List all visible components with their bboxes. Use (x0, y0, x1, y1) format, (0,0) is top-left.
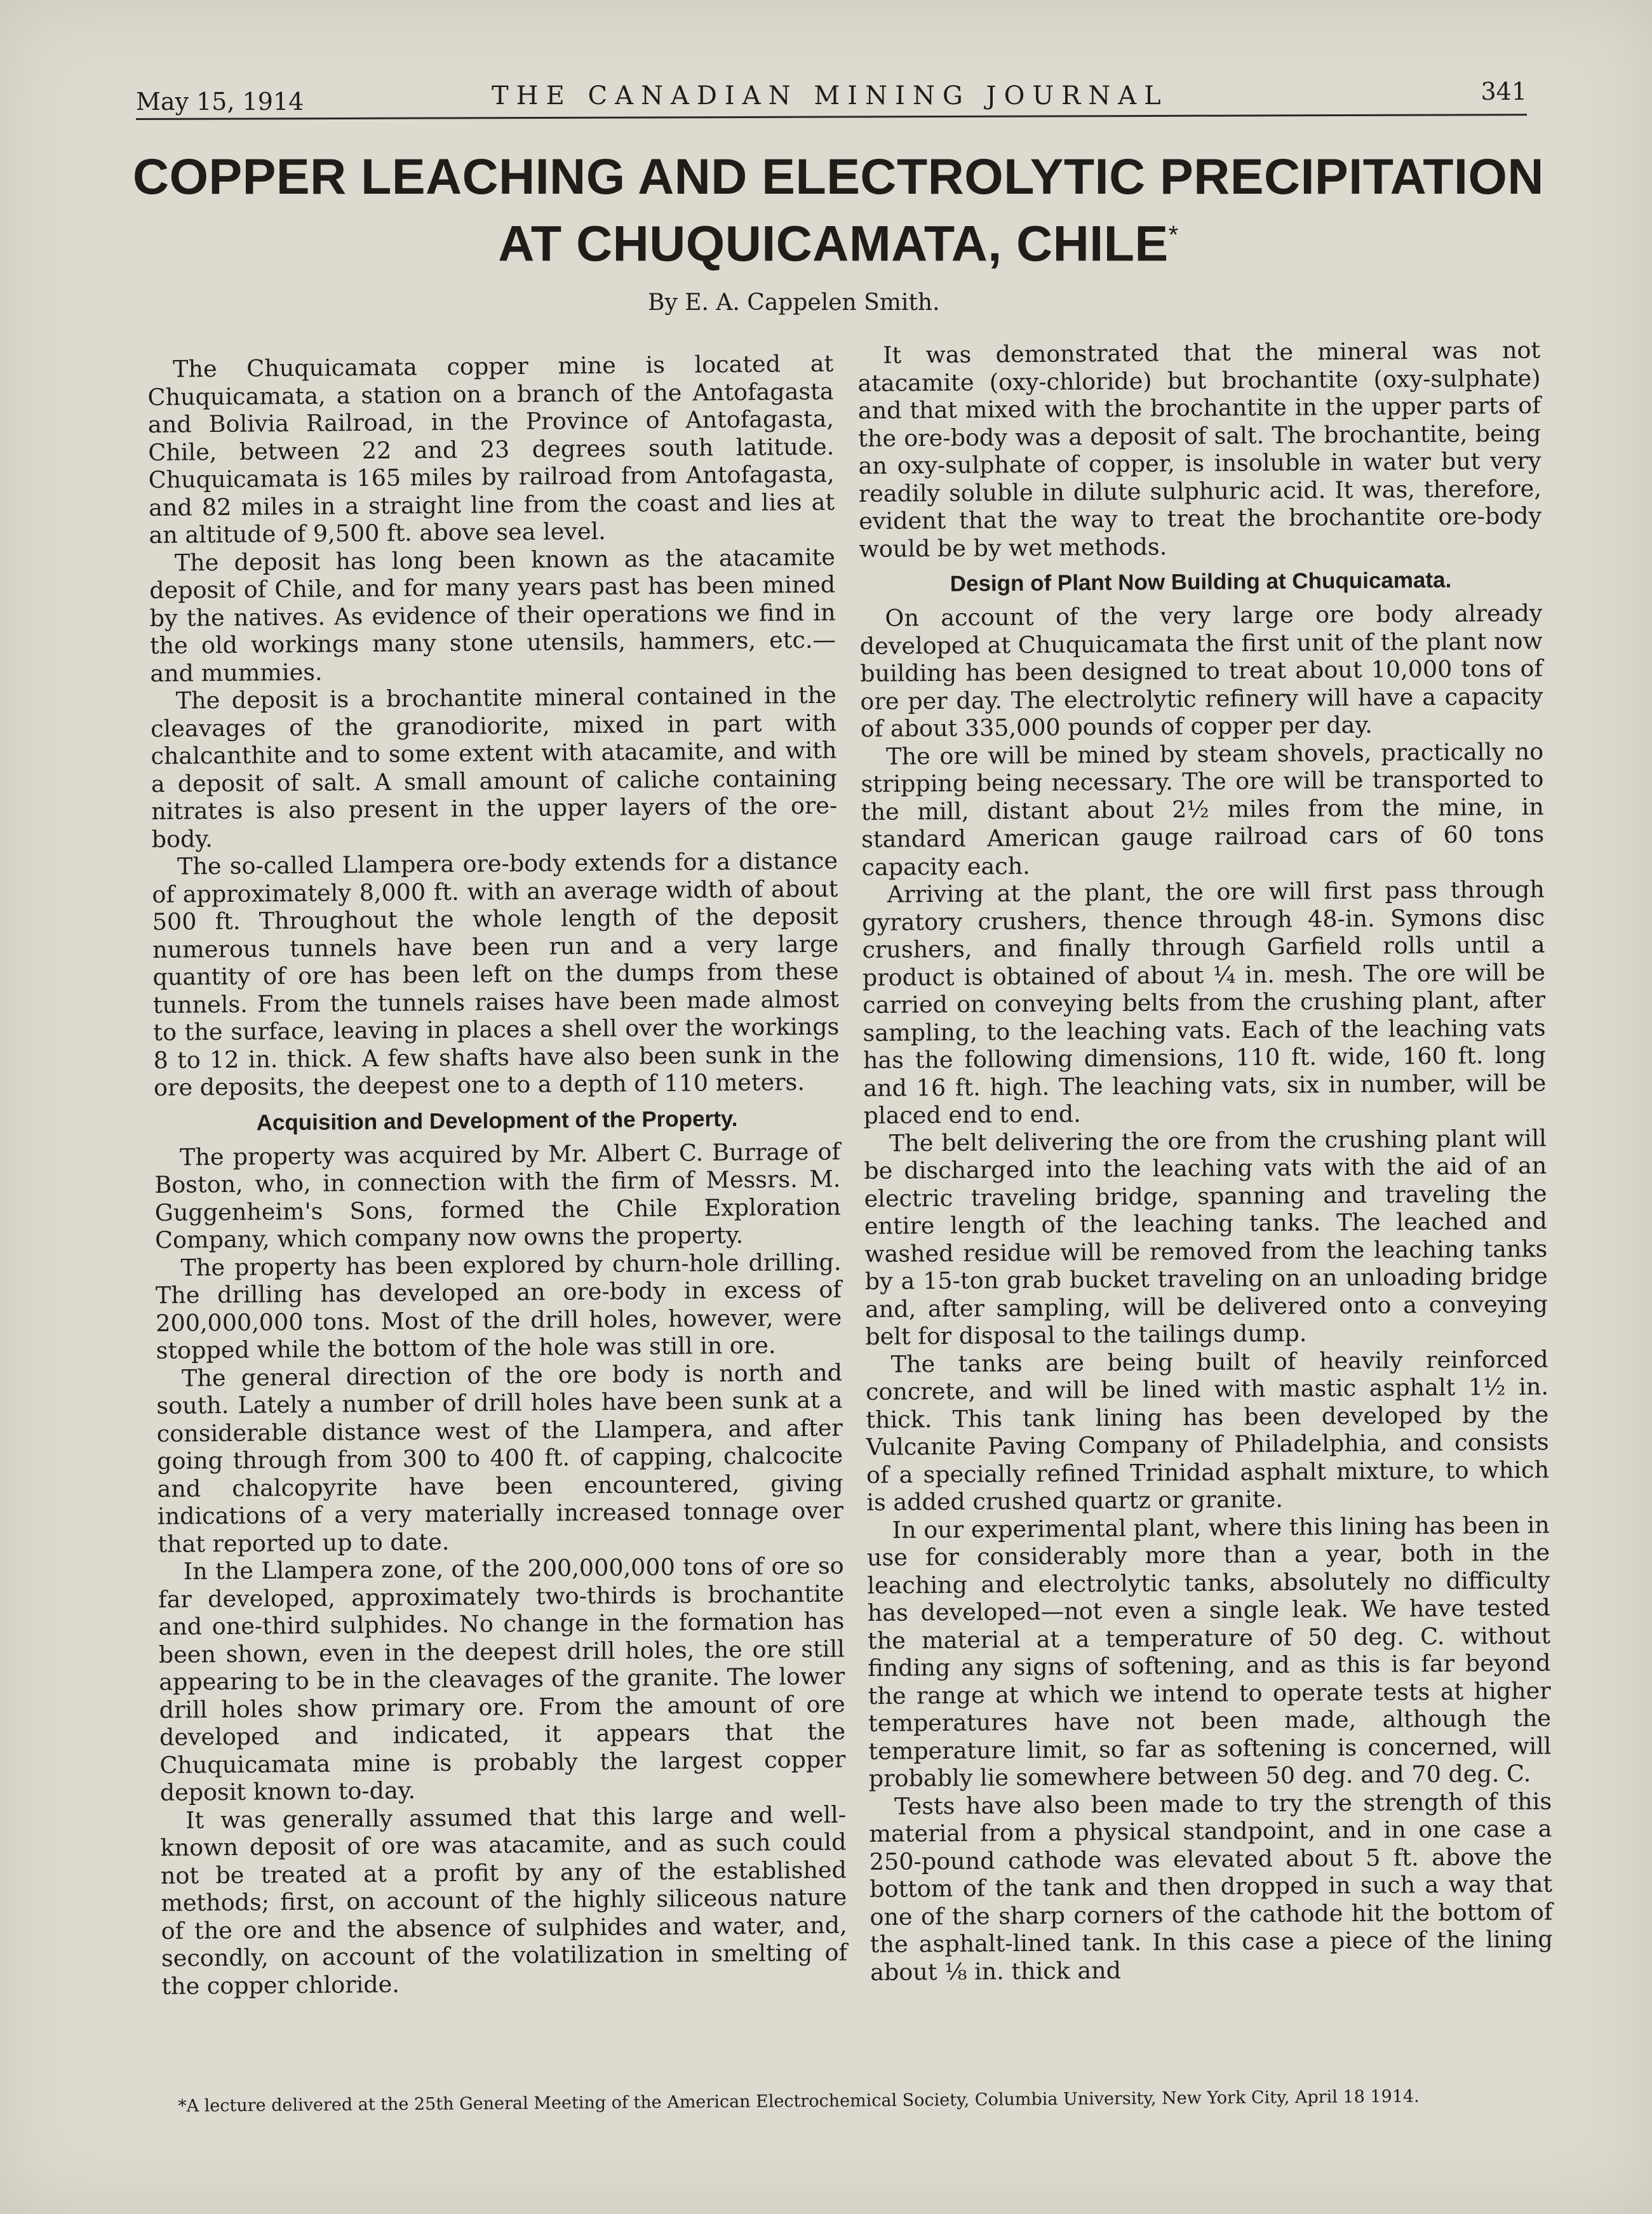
footnote (159, 2085, 1537, 2117)
paragraph: It was demonstrated that the mineral was not atacamite (oxy-chloride) but brochantite (oxy-sulphate) and that mixed with the brochantite in the upper parts of the ore-body was a deposit of salt. The brochantite, being an oxy-sulphate of copper, is insoluble in water but very readily soluble in dilute sulphuric acid. It was, therefore, evident that the way to treat the brochantite ore-body would be by wet methods. (857, 336, 1542, 563)
paragraph: The so-called Llampera ore-body extends for a distance of approximately 8,000 ft. with an average width of about 500 ft. Throughout the whole length of the deposit numerous tunnels have been run and a very large quantity of ore has been left on the dumps from these tunnels. From the tunnels raises have been made almost to the surface, leaving in places a shell over the workings 8 to 12 in. thick. A few shafts have also been sunk in the ore deposits, the deepest one to a depth of 110 meters. (152, 847, 840, 1101)
paragraph: The ore will be mined by steam shovels, practically no stripping being necessary. The ore will be transported to the mill, distant about 2½ miles from the mine, in standard American gauge railroad cars of 60 tons capacity each. (861, 737, 1545, 881)
paragraph: The Chuquicamata copper mine is located at Chuquicamata, a station on a branch of the Antofagasta and Bolivia Railroad, in the Province of Antofagasta, Chile, between 22 and 23 degrees south latitude. Chuquicamata is 165 miles by railroad from Antofagasta, and 82 miles in a straight line from the coast and lies at an altitude of 9,500 ft. above sea level. (147, 349, 835, 549)
left-column (147, 350, 848, 2000)
paragraph: The property has been explored by churn-hole drilling. The drilling has developed an ore-body in excess of 200,000,000 tons. Most of the drill holes, however, were stopped while the bottom of the hole was still in ore. (155, 1248, 842, 1364)
article-title-line-2-text: AT CHUQUICAMATA, CHILE (498, 215, 1169, 272)
paragraph: On account of the very large ore body already developed at Chuquicamata the first unit of the plant now building has been designed to treat about 10,000 tons of ore per day. The electrolytic refinery will have a capacity of about 335,000 pounds of copper per day. (859, 599, 1543, 742)
right-column (857, 337, 1553, 1986)
footnote-text: *A lecture delivered at the 25th General Meeting of the American Electrochemical Society, Columbia University, New York City, April 18 1914. (178, 2086, 1420, 2116)
paragraph: The general direction of the ore body is north and south. Lately a number of drill holes have been sunk at a considerable distance west of the Llampera, and after going through from 300 to 400 ft. of capping, chalcocite and chalcopyrite have been encountered, giving indications of a very materially increased tonnage over that reported up to date. (156, 1359, 844, 1558)
paragraph: The belt delivering the ore from the crushing plant will be discharged into the leaching vats with the aid of an electric traveling bridge, spanning and traveling the entire length of the leaching tanks. The leached and washed residue will be removed from the leaching tanks by a 15-ton grab bucket traveling on an unloading bridge and, after sampling, will be delivered onto a conveying belt for disposal to the tailings dump. (864, 1124, 1548, 1350)
article-title-line-2 (127, 206, 1550, 272)
article-title (127, 147, 1550, 272)
byline: By E. A. Cappelen Smith. (648, 290, 940, 316)
paragraph: The deposit has long been known as the atacamite deposit of Chile, and for many years past has been mined by the natives. As evidence of their operations we find in the old workings many stone utensils, hammers, etc.—and mummies. (149, 543, 836, 687)
issue-date: May 15, 1914 (136, 88, 304, 116)
page-number: 341 (1481, 77, 1527, 105)
paragraph: In our experimental plant, where this lining has been in use for considerably more than a year, both in the leaching and electrolytic tanks, absolutely no difficulty has developed—not even a single leak. We have tested the material at a temperature of 50 deg. C. without finding any signs of softening, and as this is far beyond the range at which we intend to operate tests at higher temperatures have not been made, although the temperature limit, so far as softening is concerned, will probably lie somewhere between 50 deg. and 70 deg. C. (866, 1511, 1552, 1792)
section-heading: Design of Plant Now Building at Chuquicamata. (950, 567, 1452, 596)
paragraph: It was generally assumed that this large and well-known deposit of ore was atacamite, and as such could not be treated at a profit by any of the established methods; first, on account of the highly siliceous nature of the ore and the absence of sulphides and water, and, secondly, on account of the volatilization in smelting of the copper chloride. (160, 1800, 848, 2000)
article-title-line-1: COPPER LEACHING AND ELECTROLYTIC PRECIPITATION (133, 148, 1544, 205)
paragraph: The deposit is a brochantite mineral contained in the cleavages of the granodiorite, mixed in part with chalcanthite and to some extent with atacamite, and with a deposit of salt. A small amount of caliche containing nitrates is also present in the upper layers of the ore-body. (150, 681, 838, 853)
paragraph: The tanks are being built of heavily reinforced concrete, and will be lined with mastic asphalt 1½ in. thick. This tank lining has been developed by the Vulcanite Paving Company of Philadelphia, and consists of a specially refined Trinidad asphalt mixture, to which is added crushed quartz or granite. (865, 1345, 1550, 1516)
paragraph: Arriving at the plant, the ore will first pass through gyratory crushers, thence through 48-in. Symons disc crushers, and finally through Garfield rolls until a product is obtained of about ¼ in. mesh. The ore will be carried on conveying belts from the crushing plant, after sampling, to the leaching vats. Each of the leaching vats has the following dimensions, 110 ft. wide, 160 ft. long and 16 ft. high. The leaching vats, six in number, will be placed end to end. (862, 875, 1547, 1129)
paragraph: The property was acquired by Mr. Albert C. Burrage of Boston, who, in connection with the firm of Messrs. M. Guggenheim's Sons, formed the Chile Exploration Company, which company now owns the property. (154, 1137, 841, 1254)
footnote-marker: * (1168, 221, 1179, 249)
paragraph: Tests have also been made to try the strength of this material from a physical standpoint, and in one case a 250-pound cathode was elevated about 5 ft. above the bottom of the tank and then dropped in such a way that one of the sharp corners of the cathode hit the bottom of the asphalt-lined tank. In this case a piece of the lining about ⅛ in. thick and (869, 1787, 1553, 1986)
paragraph: In the Llampera zone, of the 200,000,000 tons of ore so far developed, approximately two-thirds is brochantite and one-third sulphides. No change in the formation has been shown, even in the deepest drill holes, the ore still appearing to be in the cleavages of the granite. The lower drill holes show primary ore. From the amount of ore developed and indicated, it appears that the Chuquicamata mine is probably the largest copper deposit known to-day. (158, 1552, 846, 1806)
section-heading: Acquisition and Development of the Property. (256, 1106, 738, 1136)
journal-name: THE CANADIAN MINING JOURNAL (492, 81, 1169, 111)
running-header (136, 77, 1527, 119)
